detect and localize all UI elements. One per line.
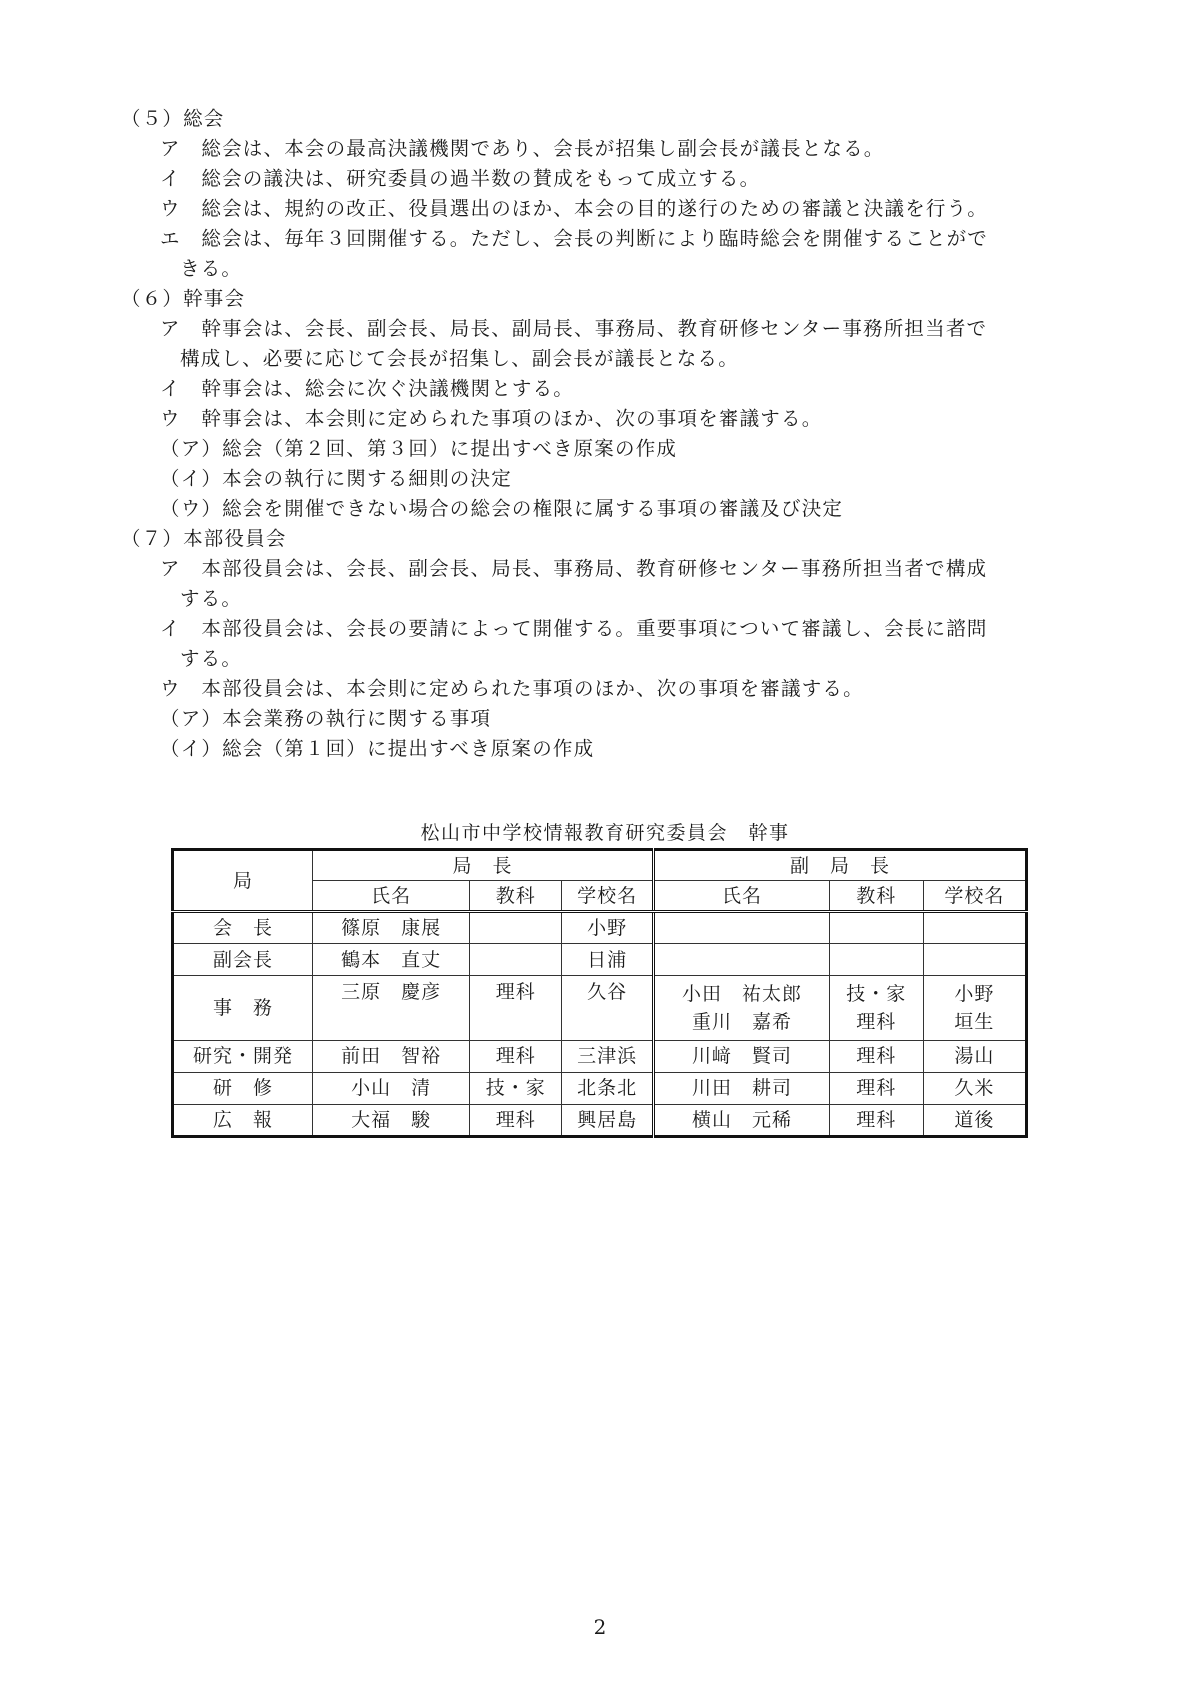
chief-name: 三原 慶彦 xyxy=(312,976,469,1040)
chief-subject: 理科 xyxy=(470,1104,562,1136)
section-6-item-u: ウ 幹事会は、本会則に定められた事項のほか、次の事項を審議する。 xyxy=(160,407,823,430)
deputy-school xyxy=(923,944,1026,976)
section-7-heading: （７）本部役員会 xyxy=(121,527,287,550)
deputy-name: 小田 祐太郎 xyxy=(681,982,802,1005)
section-7-subitem-a: （ア）本会業務の執行に関する事項 xyxy=(160,707,492,730)
chief-name: 鶴本 直丈 xyxy=(312,944,469,976)
deputy-subject xyxy=(829,944,923,976)
row-kyoku: 研究・開発 xyxy=(173,1040,313,1072)
table-row xyxy=(173,1072,1027,1104)
row-kyoku: 副会長 xyxy=(173,944,313,976)
chief-subject: 理科 xyxy=(470,976,562,1040)
section-7-item-a-continued: する。 xyxy=(180,587,243,610)
header-deputy-name: 氏名 xyxy=(654,881,830,912)
deputy-school: 道後 xyxy=(923,1104,1026,1136)
section-6-item-a-continued: 構成し、必要に応じて会長が招集し、副会長が議長となる。 xyxy=(180,347,739,370)
deputy-subject: 理科 xyxy=(829,1072,923,1104)
header-chief-name: 氏名 xyxy=(312,881,469,912)
chief-name: 前田 智裕 xyxy=(312,1040,469,1072)
header-chief-subject: 教科 xyxy=(470,881,562,912)
section-5-item-e: エ 総会は、毎年３回開催する。ただし、会長の判断により臨時総会を開催することがで xyxy=(160,227,989,250)
chief-name: 大福 駿 xyxy=(312,1104,469,1136)
chief-name: 小山 清 xyxy=(312,1072,469,1104)
section-6-item-i: イ 幹事会は、総会に次ぐ決議機関とする。 xyxy=(160,377,575,400)
section-6-subitem-a: （ア）総会（第２回、第３回）に提出すべき原案の作成 xyxy=(160,437,678,460)
deputy-name: 重川 嘉希 xyxy=(691,1010,792,1033)
chief-name: 篠原 康展 xyxy=(312,912,469,944)
chief-school: 三津浜 xyxy=(562,1040,654,1072)
section-7-item-i: イ 本部役員会は、会長の要請によって開催する。重要事項について審議し、会長に諮問 xyxy=(160,617,988,640)
chief-subject xyxy=(470,912,562,944)
section-6-item-a: ア 幹事会は、会長、副会長、局長、副局長、事務局、教育研修センター事務所担当者で xyxy=(160,317,988,340)
header-kyokucho: 局 長 xyxy=(312,850,653,881)
section-7-item-i-continued: する。 xyxy=(180,647,243,670)
section-7-item-a: ア 本部役員会は、会長、副会長、局長、事務局、教育研修センター事務所担当者で構成 xyxy=(160,557,988,580)
deputy-subject: 技・家 xyxy=(846,982,907,1005)
header-deputy-school: 学校名 xyxy=(923,881,1026,912)
section-5-item-i: イ 総会の議決は、研究委員の過半数の賛成をもって成立する。 xyxy=(160,167,761,190)
header-kyoku: 局 xyxy=(173,850,313,912)
deputy-name xyxy=(654,912,830,944)
table-row xyxy=(173,1104,1027,1136)
section-5-item-u: ウ 総会は、規約の改正、役員選出のほか、本会の目的遂行のための審議と決議を行う。 xyxy=(160,197,989,220)
deputy-subject: 理科 xyxy=(829,1104,923,1136)
deputy-name: 川田 耕司 xyxy=(654,1072,830,1104)
chief-school: 久谷 xyxy=(562,976,654,1040)
deputy-school: 湯山 xyxy=(923,1040,1026,1072)
section-6-subitem-u: （ウ）総会を開催できない場合の総会の権限に属する事項の審議及び決定 xyxy=(160,497,844,520)
deputy-school: 垣生 xyxy=(954,1010,995,1033)
chief-subject: 理科 xyxy=(470,1040,562,1072)
table-row xyxy=(173,912,1027,944)
section-7-item-u: ウ 本部役員会は、本会則に定められた事項のほか、次の事項を審議する。 xyxy=(160,677,864,700)
section-7-subitem-i: （イ）総会（第１回）に提出すべき原案の作成 xyxy=(160,737,595,760)
section-5-item-e-continued: きる。 xyxy=(180,257,243,280)
section-6-heading: （６）幹事会 xyxy=(121,287,246,310)
row-kyoku: 広 報 xyxy=(173,1104,313,1136)
chief-school: 日浦 xyxy=(562,944,654,976)
officers-table xyxy=(171,848,1028,1138)
deputy-subject xyxy=(829,912,923,944)
section-5-item-a: ア 総会は、本会の最高決議機関であり、会長が招集し副会長が議長となる。 xyxy=(160,137,885,160)
chief-school: 小野 xyxy=(562,912,654,944)
table-row xyxy=(173,976,1027,1040)
header-chief-school: 学校名 xyxy=(562,881,654,912)
row-kyoku: 事 務 xyxy=(173,976,313,1040)
deputy-names xyxy=(654,976,830,1040)
deputy-name: 横山 元稀 xyxy=(654,1104,830,1136)
section-5-heading: （５）総会 xyxy=(121,107,225,130)
table-row xyxy=(173,1040,1027,1072)
row-kyoku: 会 長 xyxy=(173,912,313,944)
chief-school: 北条北 xyxy=(562,1072,654,1104)
deputy-subject: 理科 xyxy=(856,1010,897,1033)
deputy-school xyxy=(923,912,1026,944)
deputy-schools xyxy=(923,976,1026,1040)
deputy-school: 小野 xyxy=(954,982,995,1005)
row-kyoku: 研 修 xyxy=(173,1072,313,1104)
chief-school: 興居島 xyxy=(562,1104,654,1136)
header-deputy-subject: 教科 xyxy=(829,881,923,912)
header-fukukyokucho: 副 局 長 xyxy=(654,850,1027,881)
table-caption: 松山市中学校情報教育研究委員会 幹事 xyxy=(420,822,790,844)
deputy-name xyxy=(654,944,830,976)
section-6-subitem-i: （イ）本会の執行に関する細則の決定 xyxy=(160,467,512,490)
deputy-subjects xyxy=(829,976,923,1040)
chief-subject: 技・家 xyxy=(470,1072,562,1104)
chief-subject xyxy=(470,944,562,976)
page-number: 2 xyxy=(593,1615,607,1639)
deputy-subject: 理科 xyxy=(829,1040,923,1072)
deputy-name: 川﨑 賢司 xyxy=(654,1040,830,1072)
deputy-school: 久米 xyxy=(923,1072,1026,1104)
table-row xyxy=(173,944,1027,976)
